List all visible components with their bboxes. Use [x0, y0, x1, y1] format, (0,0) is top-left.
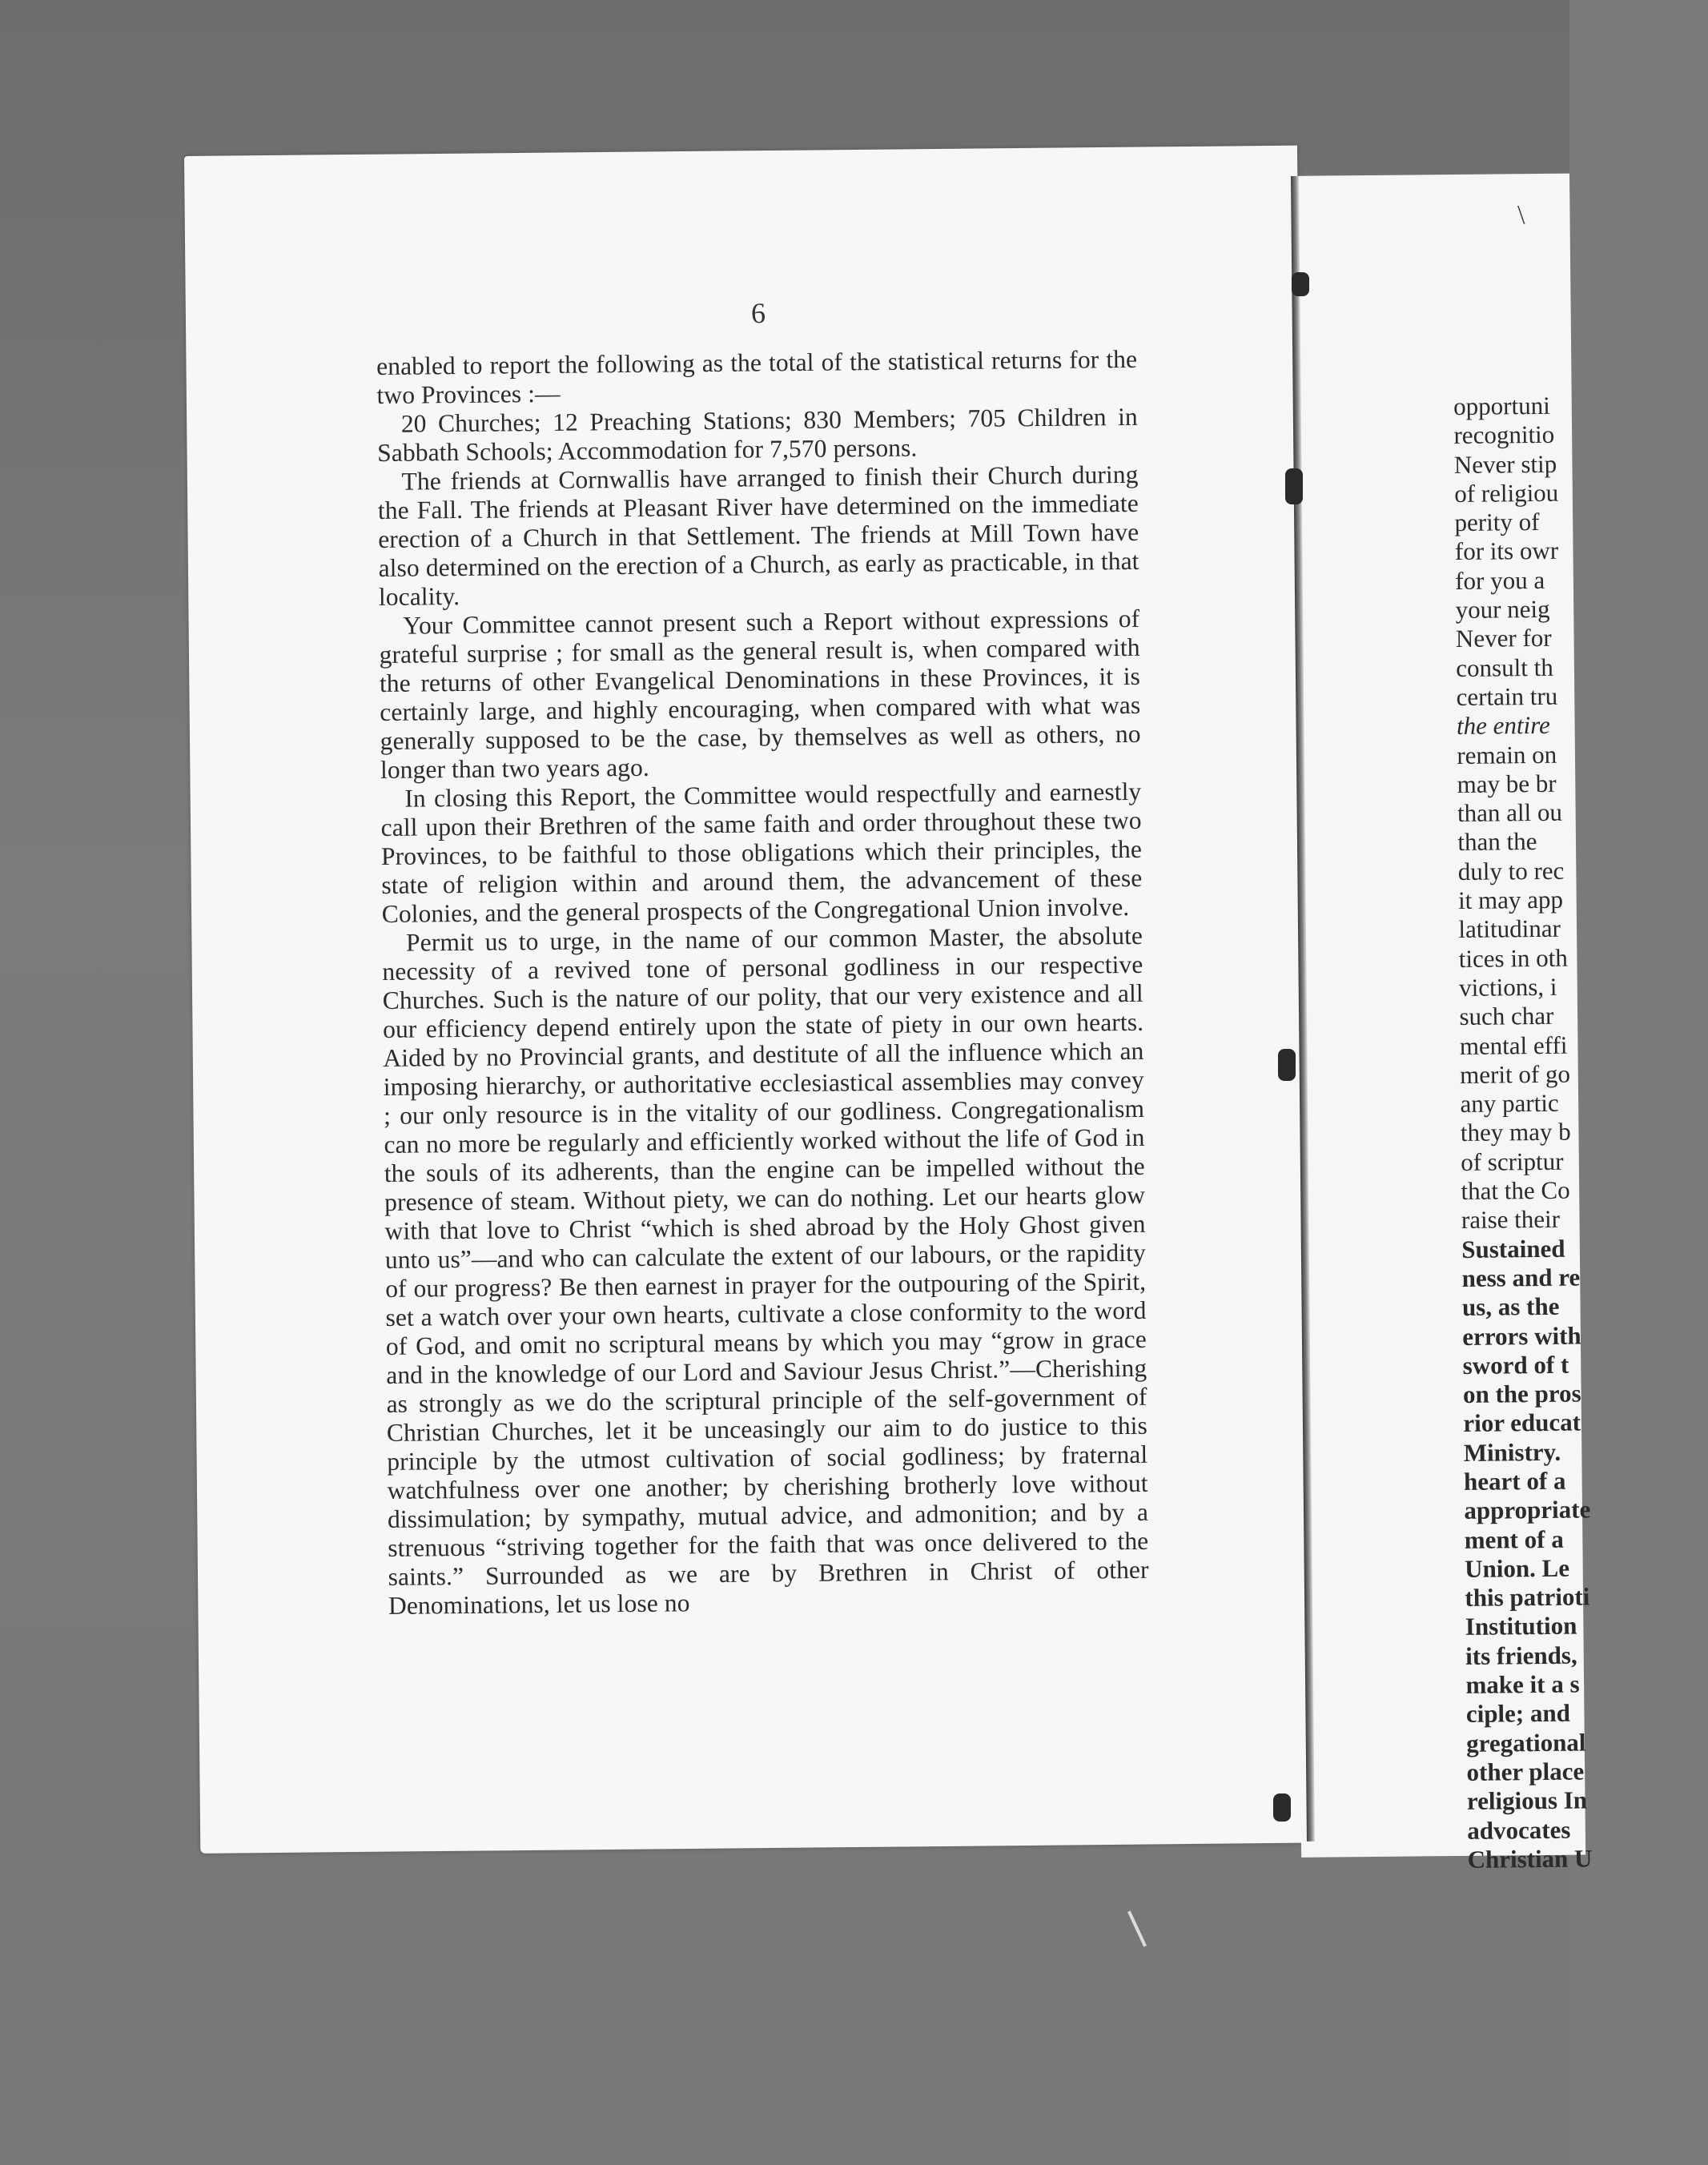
text-line: than the: [1457, 827, 1537, 857]
text-line: consult th: [1456, 653, 1553, 682]
paragraph: enabled to report the following as the total of the statistical returns for the two Provinces :—: [376, 344, 1138, 409]
text-line: duly to rec: [1457, 856, 1565, 886]
text-line: victions, i: [1458, 972, 1557, 1002]
text-line: gregational: [1466, 1728, 1586, 1757]
text-line: they may b: [1460, 1118, 1571, 1147]
text-line: of scriptur: [1461, 1147, 1564, 1176]
text-line: the entire: [1456, 711, 1550, 741]
text-line: any partic: [1460, 1088, 1559, 1119]
report-text: [376, 345, 1149, 1621]
text-line: raise their: [1461, 1205, 1561, 1235]
text-line: sword of t: [1462, 1350, 1569, 1380]
text-line: certain tru: [1456, 681, 1558, 711]
text-line: tices in oth: [1458, 943, 1568, 973]
paragraph: The friends at Cornwallis have arranged to finish their Church during the Fall. The friends at Pleasant River have determined on the immediate erection of a Church in that Settlement. The friends at Mill Town have also determined on the erection of a Church, as early as practicable, in that locality.: [377, 460, 1139, 611]
text-line: it may app: [1457, 885, 1564, 915]
text-line: errors with: [1462, 1321, 1581, 1351]
text-line: remain on: [1457, 740, 1557, 769]
text-line: Sustained: [1461, 1234, 1565, 1263]
text-line: Union. Le: [1464, 1553, 1570, 1583]
corner-mark: \: [1517, 200, 1525, 230]
binding-stitch: [1278, 1049, 1296, 1081]
text-line: Never for: [1455, 624, 1552, 653]
text-line: make it a s: [1465, 1669, 1580, 1699]
binding-stitch: [1273, 1793, 1291, 1822]
text-line: heart of a: [1463, 1466, 1566, 1496]
text-line: rior educat: [1463, 1408, 1581, 1438]
page-number: 6: [750, 296, 766, 330]
text-line: ciple; and: [1465, 1699, 1571, 1729]
text-line: religious In: [1466, 1785, 1588, 1816]
text-line: Institution: [1465, 1612, 1577, 1641]
text-line: us, as the: [1461, 1291, 1560, 1322]
text-line: appropriate: [1464, 1495, 1591, 1525]
text-line: on the pros: [1462, 1379, 1581, 1409]
text-line: of religiou: [1454, 478, 1559, 508]
text-line: mental effi: [1459, 1030, 1568, 1060]
text-line: such char: [1459, 1002, 1554, 1031]
text-line: perity of: [1454, 508, 1540, 537]
text-line: recognitio: [1453, 420, 1555, 450]
text-line: this patrioti: [1465, 1582, 1590, 1613]
text-line: Christian U: [1467, 1844, 1593, 1874]
text-line: for you a: [1455, 565, 1545, 595]
text-line: advocates: [1467, 1815, 1571, 1845]
paragraph: 20 Churches; 12 Preaching Stations; 830 Members; 705 Children in Sabbath Schools; Accommodation for 7,570 persons.: [377, 402, 1138, 467]
text-line: its friends,: [1465, 1641, 1577, 1670]
text-line: for its owr: [1454, 536, 1559, 566]
text-line: Never stip: [1453, 449, 1557, 479]
text-line: merit of go: [1460, 1059, 1571, 1089]
text-line: ness and re: [1461, 1263, 1581, 1292]
binding-stitch: [1292, 272, 1309, 296]
text-line: that the Co: [1461, 1175, 1570, 1205]
text-line: may be br: [1457, 769, 1557, 798]
text-line: latitudinar: [1458, 914, 1561, 944]
facing-page-text: [1453, 390, 1708, 1874]
text-line: ment of a: [1464, 1524, 1564, 1554]
text-line: than all ou: [1457, 797, 1563, 828]
paragraph: Your Committee cannot present such a Report without expressions of grateful surprise ; for small as the general result is, when compared with the returns of other Evangelical Denominations in these Provinces, it is certainly large, and highly encouraging, when compared with what was generally supposed to be the case, by themselves as well as others, no longer than two years ago.: [379, 604, 1141, 784]
text-line: other place: [1466, 1757, 1585, 1786]
text-line: Ministry.: [1463, 1437, 1561, 1467]
text-line: your neig: [1455, 594, 1550, 625]
binding-stitch: [1285, 468, 1303, 504]
paragraph: Permit us to urge, in the name of our common Master, the absolute necessity of a revived tone of personal godliness in our respective Churches. Such is the nature of our polity, that our very existence and all our efficiency depend entirely upon the state of piety in our own hearts. Aided by no Provincial grants, and destitute of all the influence which an imposing hierarchy, or authoritative ecclesiastical assemblies may convey ; our only resource is in the vitality of our godliness. Congregationalism can no more be regularly and efficiently worked without the life of God in the souls of its adherents, than the engine can be impelled without the presence of steam. Without piety, we can do nothing. Let our hearts glow with that love to Christ “which is shed abroad by the Holy Ghost given unto us”—and who can calculate the extent of our labours, or the rapidity of our progress? Be then earnest in prayer for the outpouring of the Spirit, set a watch over your own hearts, cultivate a close conformity to the word of God, and omit no scriptural means by which you may “grow in grace and in the knowledge of our Lord and Saviour Jesus Christ.”—Cherishing as strongly as we do the scriptural principle of the self-government of Christian Churches, let it be unceasingly our aim to do justice to this principle by the utmost cultivation of social godliness; by fraternal watchfulness over one another; by cherishing brotherly love without dissimulation; by sympathy, mutual advice, and admonition; and by a strenuous “striving together for the faith that was once delivered to the saints.” Surrounded as we are by Brethren in Christ of other Denominations, let us lose no: [382, 921, 1149, 1620]
text-line: opportuni: [1453, 391, 1550, 420]
paragraph: In closing this Report, the Committee would respectfully and earnestly call upon their Brethren of the same faith and order throughout these two Provinces, to be faithful to those obligations which their principles, the state of religion within and around them, the advancement of these Colonies, and the general prospects of the Congregational Union involve.: [380, 777, 1143, 928]
